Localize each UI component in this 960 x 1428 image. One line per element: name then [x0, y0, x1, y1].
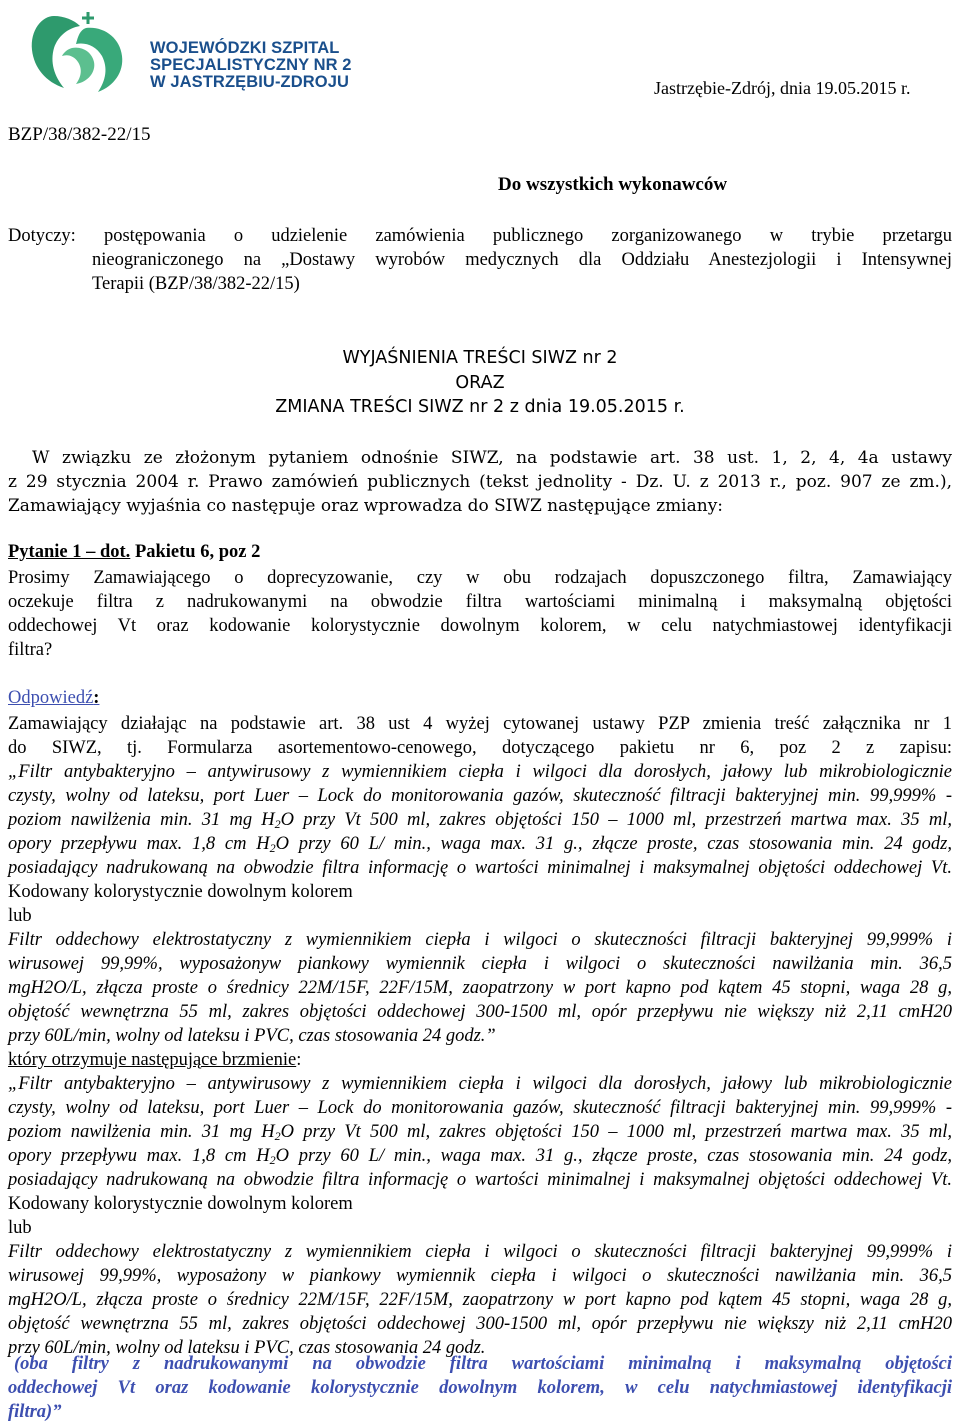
- subscript-2: 2: [274, 1129, 281, 1143]
- question-text: [8, 566, 952, 662]
- logo-line-3: W JASTRZĘBIU-ZDROJU: [150, 73, 349, 91]
- old-line-8: Filtr oddechowy elektrostatyczny z wymiennikiem ciepła i wilgoci o skuteczności filtracji bakteryjnej 99,999% i: [8, 930, 952, 950]
- intro-paragraph: [8, 446, 952, 518]
- new-line-3a: poziom nawilżenia min. 31 mg H: [8, 1122, 275, 1142]
- question-line-4: filtra?: [8, 640, 53, 660]
- question-heading: [8, 542, 260, 563]
- old-line-4a: opory przepływu max. 1,8 cm H: [8, 834, 270, 854]
- city-date: Jastrzębie-Zdrój, dnia 19.05.2015 r.: [654, 78, 911, 98]
- new-line-12: przy 60L/min, wolny od lateksu i PVC, czas stosowania 24 godz.: [8, 1338, 486, 1358]
- final-line-1: (oba filtry z nadrukowanymi na obwodzie filtra wartościami minimalną i maksymalną objętości: [14, 1354, 952, 1374]
- old-line-10: mgH2O/L, złącza proste o średnicy 22M/15F, 22F/15M, zaopatrzony w port kapno pod kątem 45 stopni, waga 28 g,: [8, 978, 952, 998]
- new-line-2: czysty, wolny od lateksu, port Luer – Lock do monitorowania gazów, skuteczność filtracji bakteryjnej min. 99,999% -: [8, 1098, 952, 1118]
- old-line-11: objętość wewnętrzna 55 ml, zakres objętości oddechowej 300-1500 ml, opór przepływu nie większy niż 2,11 cmH20: [8, 1002, 952, 1022]
- old-line-3b: O przy Vt 500 ml, zakres objętości 150 – 1000 ml, przestrzeń martwa max. 35 ml,: [280, 810, 952, 830]
- final-note: [8, 1352, 952, 1424]
- new-wording: [8, 1072, 952, 1192]
- question-heading-underlined: Pytanie 1 – dot.: [8, 542, 131, 562]
- new-line-4a: opory przepływu max. 1,8 cm H: [8, 1146, 270, 1166]
- new-line-11: objętość wewnętrzna 55 ml, zakres objętości oddechowej 300-1500 ml, opór przepływu nie większy niż 2,11 cmH20: [8, 1314, 952, 1334]
- logo-text: [150, 40, 390, 91]
- subject-block: [8, 224, 952, 296]
- intro-line-1: W związku ze złożonym pytaniem odnośnie SIWZ, na podstawie art. 38 ust. 1, 2, 4, 4a ustawy: [32, 448, 952, 468]
- answer-line-1: Zamawiający działając na podstawie art. 38 ust 4 wyżej cytowanej ustawy PZP zmienia treść załącznika nr 1: [8, 714, 952, 734]
- subscript-2: 2: [274, 817, 281, 831]
- new-line-6: Kodowany kolorystycznie dowolnym kolorem: [8, 1194, 353, 1214]
- final-line-2: oddechowej Vt oraz kodowanie kolorystycznie dowolnym kolorem, w celu natychmiastowej identyfikacji: [8, 1378, 952, 1398]
- answer-heading-colon: :: [93, 688, 100, 708]
- addressee: Do wszystkich wykonawców: [498, 174, 728, 195]
- intro-line-3: Zamawiający wyjaśnia co następuje oraz wprowadza do SIWZ następujące zmiany:: [8, 496, 724, 516]
- intro-line-2: z 29 stycznia 2004 r. Prawo zamówień publicznych (tekst jednolity - Dz. U. z 2013 r., poz. 907 ze zm.),: [8, 472, 952, 492]
- question-heading-rest: Pakietu 6, poz 2: [130, 542, 261, 562]
- new-line-10: mgH2O/L, złącza proste o średnicy 22M/15F, 22F/15M, zaopatrzony w port kapno pod kątem 45 stopni, waga 28 g,: [8, 1290, 952, 1310]
- new-line-7: lub: [8, 1218, 32, 1238]
- new-wording-2: [8, 1240, 952, 1360]
- logo-line-2: SPECJALISTYCZNY NR 2: [150, 56, 352, 74]
- logo-emblem-icon: [24, 6, 144, 98]
- old-line-5: posiadający nadrukowaną na obwodzie filtra informację o wartości minimalnej i maksymalnej objętości oddechowej Vt.: [8, 858, 952, 878]
- old-line-1: „Filtr antybakteryjno – antywirusowy z wymiennikiem ciepła i wilgoci dla dorosłych, jałowy lub mikrobiologicznie: [8, 762, 952, 782]
- transition-colon: :: [296, 1050, 302, 1070]
- subscript-2: 2: [269, 841, 276, 855]
- old-wording-2: [8, 928, 952, 1048]
- title-line-1: WYJAŚNIENIA TREŚCI SIWZ nr 2: [342, 348, 618, 368]
- new-line-1: „Filtr antybakteryjno – antywirusowy z wymiennikiem ciepła i wilgoci dla dorosłych, jałowy lub mikrobiologicznie: [8, 1074, 952, 1094]
- old-line-9: wirusowej 99,99%, wyposażonyw piankowy wymiennik ciepła i wilgoci o skuteczności nawilżania min. 36,5: [8, 954, 952, 974]
- question-line-3: oddechowej Vt oraz kodowanie kolorystycznie dowolnym kolorem, w celu natychmiastowej identyfikacji: [8, 616, 952, 636]
- old-line-4b: O przy 60 L/ min., waga max. 31 g., złącze proste, czas stosowania min. 24 godz,: [275, 834, 952, 854]
- subject-line-3: Terapii (BZP/38/382-22/15): [92, 274, 300, 294]
- subject-line-1: Dotyczy: postępowania o udzielenie zamówienia publicznego zorganizowanego w trybie przetargu: [8, 226, 952, 246]
- answer-text: [8, 712, 952, 1360]
- document-title: [0, 346, 960, 420]
- new-line-8: Filtr oddechowy elektrostatyczny z wymiennikiem ciepła i wilgoci o skuteczności filtracji bakteryjnej 99,999% i: [8, 1242, 952, 1262]
- old-wording: [8, 760, 952, 880]
- old-line-3a: poziom nawilżenia min. 31 mg H: [8, 810, 275, 830]
- title-line-2: ORAZ: [455, 372, 505, 393]
- old-line-7: lub: [8, 906, 32, 926]
- transition-line: [8, 1048, 952, 1072]
- new-line-5: posiadający nadrukowaną na obwodzie filtra informację o wartości minimalnej i maksymalnej objętości oddechowej Vt.: [8, 1170, 952, 1190]
- old-line-12: przy 60L/min, wolny od lateksu i PVC, czas stosowania 24 godz.”: [8, 1026, 496, 1046]
- new-line-4b: O przy 60 L/ min., waga max. 31 g., złącze proste, czas stosowania min. 24 godz,: [275, 1146, 952, 1166]
- new-line-3b: O przy Vt 500 ml, zakres objętości 150 – 1000 ml, przestrzeń martwa max. 35 ml,: [280, 1122, 952, 1142]
- question-line-1: Prosimy Zamawiającego o doprecyzowanie, czy w obu rodzajach dopuszczonego filtra, Zamawiający: [8, 568, 952, 588]
- old-line-6: Kodowany kolorystycznie dowolnym kolorem: [8, 882, 353, 902]
- answer-heading-label: Odpowiedź: [8, 688, 94, 708]
- old-line-3: [8, 808, 952, 832]
- logo-line-1: WOJEWÓDZKI SZPITAL: [150, 39, 340, 57]
- reference-number: BZP/38/382-22/15: [8, 124, 151, 145]
- hospital-logo: [24, 6, 384, 96]
- old-line-4: [8, 832, 952, 856]
- subject-line-2: nieograniczonego na „Dostawy wyrobów medycznych dla Oddziału Anestezjologii i Intensywnej: [92, 250, 952, 270]
- new-line-9: wirusowej 99,99%, wyposażony w piankowy wymiennik ciepła i wilgoci o skuteczności nawilżania min. 36,5: [8, 1266, 952, 1286]
- transition-text: który otrzymuje następujące brzmienie: [8, 1050, 297, 1070]
- new-line-3: [8, 1120, 952, 1144]
- answer-heading: [8, 688, 99, 709]
- new-line-4: [8, 1144, 952, 1168]
- answer-line-2: do SIWZ, tj. Formularza asortementowo-cenowego, dotyczącego pakietu nr 6, poz 2 z zapisu:: [8, 738, 952, 758]
- final-line-3: filtra)”: [8, 1402, 62, 1422]
- subscript-2: 2: [269, 1153, 276, 1167]
- old-line-2: czysty, wolny od lateksu, port Luer – Lock do monitorowania gazów, skuteczność filtracji bakteryjnej min. 99,999% -: [8, 786, 952, 806]
- title-line-3: ZMIANA TREŚCI SIWZ nr 2 z dnia 19.05.2015 r.: [275, 397, 685, 417]
- question-line-2: oczekuje filtra z nadrukowanymi na obwodzie filtra wartościami minimalną i maksymalną objętości: [8, 592, 952, 612]
